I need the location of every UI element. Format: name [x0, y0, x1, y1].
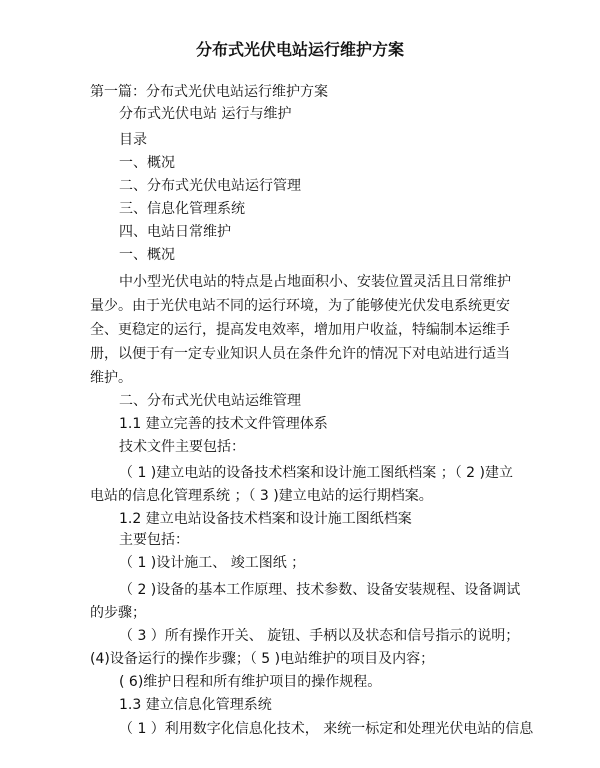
document-title: 分布式光伏电站运行维护方案: [195, 40, 404, 59]
paragraph-line: 技术文件主要包括：: [119, 439, 245, 455]
subsection-heading: 1.3 建立信息化管理系统: [119, 697, 272, 713]
list-item: （ 1 )设计施工、 竣工图纸 ；: [119, 555, 306, 571]
paragraph-line: 维护。: [90, 370, 132, 386]
paragraph-line: 全、更稳定的运行，提高发电效率，增加用户收益，特编制本运维手: [90, 322, 510, 338]
list-item: （ 1 ）利用数字化信息化技术， 来统一标定和处理光伏电站的信息: [119, 721, 534, 737]
paragraph-line: （ 1 )建立电站的设备技术档案和设计施工图纸档案 ；（ 2 )建立: [119, 465, 513, 481]
list-item: (4)设备运行的操作步骤；（ 5 )电站维护的项目及内容；: [90, 651, 435, 667]
subsection-heading: 1.1 建立完善的技术文件管理体系: [119, 416, 328, 432]
paragraph-line: 册，以便于有一定专业知识人员在条件允许的情况下对电站进行适当: [90, 346, 510, 362]
toc-item: 三、信息化管理系统: [119, 201, 245, 217]
toc-item: 一、概况: [119, 155, 175, 171]
toc-heading: 目录: [119, 132, 147, 148]
subsection-heading: 1.2 建立电站设备技术档案和设计施工图纸档案: [119, 511, 412, 527]
list-item: 的步骤；: [90, 605, 146, 621]
section-heading: 一、概况: [119, 247, 175, 263]
chapter-heading: 第一篇：分布式光伏电站运行维护方案: [90, 84, 328, 100]
section-heading: 二、分布式光伏电站运维管理: [119, 393, 301, 409]
toc-item: 四、电站日常维护: [119, 224, 231, 240]
paragraph-line: 主要包括：: [119, 532, 189, 548]
paragraph-line: 电站的信息化管理系统 ；（ 3 )建立电站的运行期档案。: [90, 488, 433, 504]
toc-item: 二、分布式光伏电站运行管理: [119, 178, 301, 194]
list-item: （ 2 )设备的基本工作原理、技术参数、设备安装规程、设备调试: [119, 582, 521, 598]
list-item: （ 3 ）所有操作开关、 旋钮、手柄以及状态和信号指示的说明；: [119, 628, 520, 644]
list-item: ( 6)维护日程和所有维护项目的操作规程。: [119, 674, 382, 690]
paragraph-line: 中小型光伏电站的特点是占地面积小、安装位置灵活且日常维护: [119, 274, 511, 290]
subtitle: 分布式光伏电站 运行与维护: [119, 106, 292, 122]
paragraph-line: 量少。由于光伏电站不同的运行环境，为了能够使光伏发电系统更安: [90, 298, 510, 314]
